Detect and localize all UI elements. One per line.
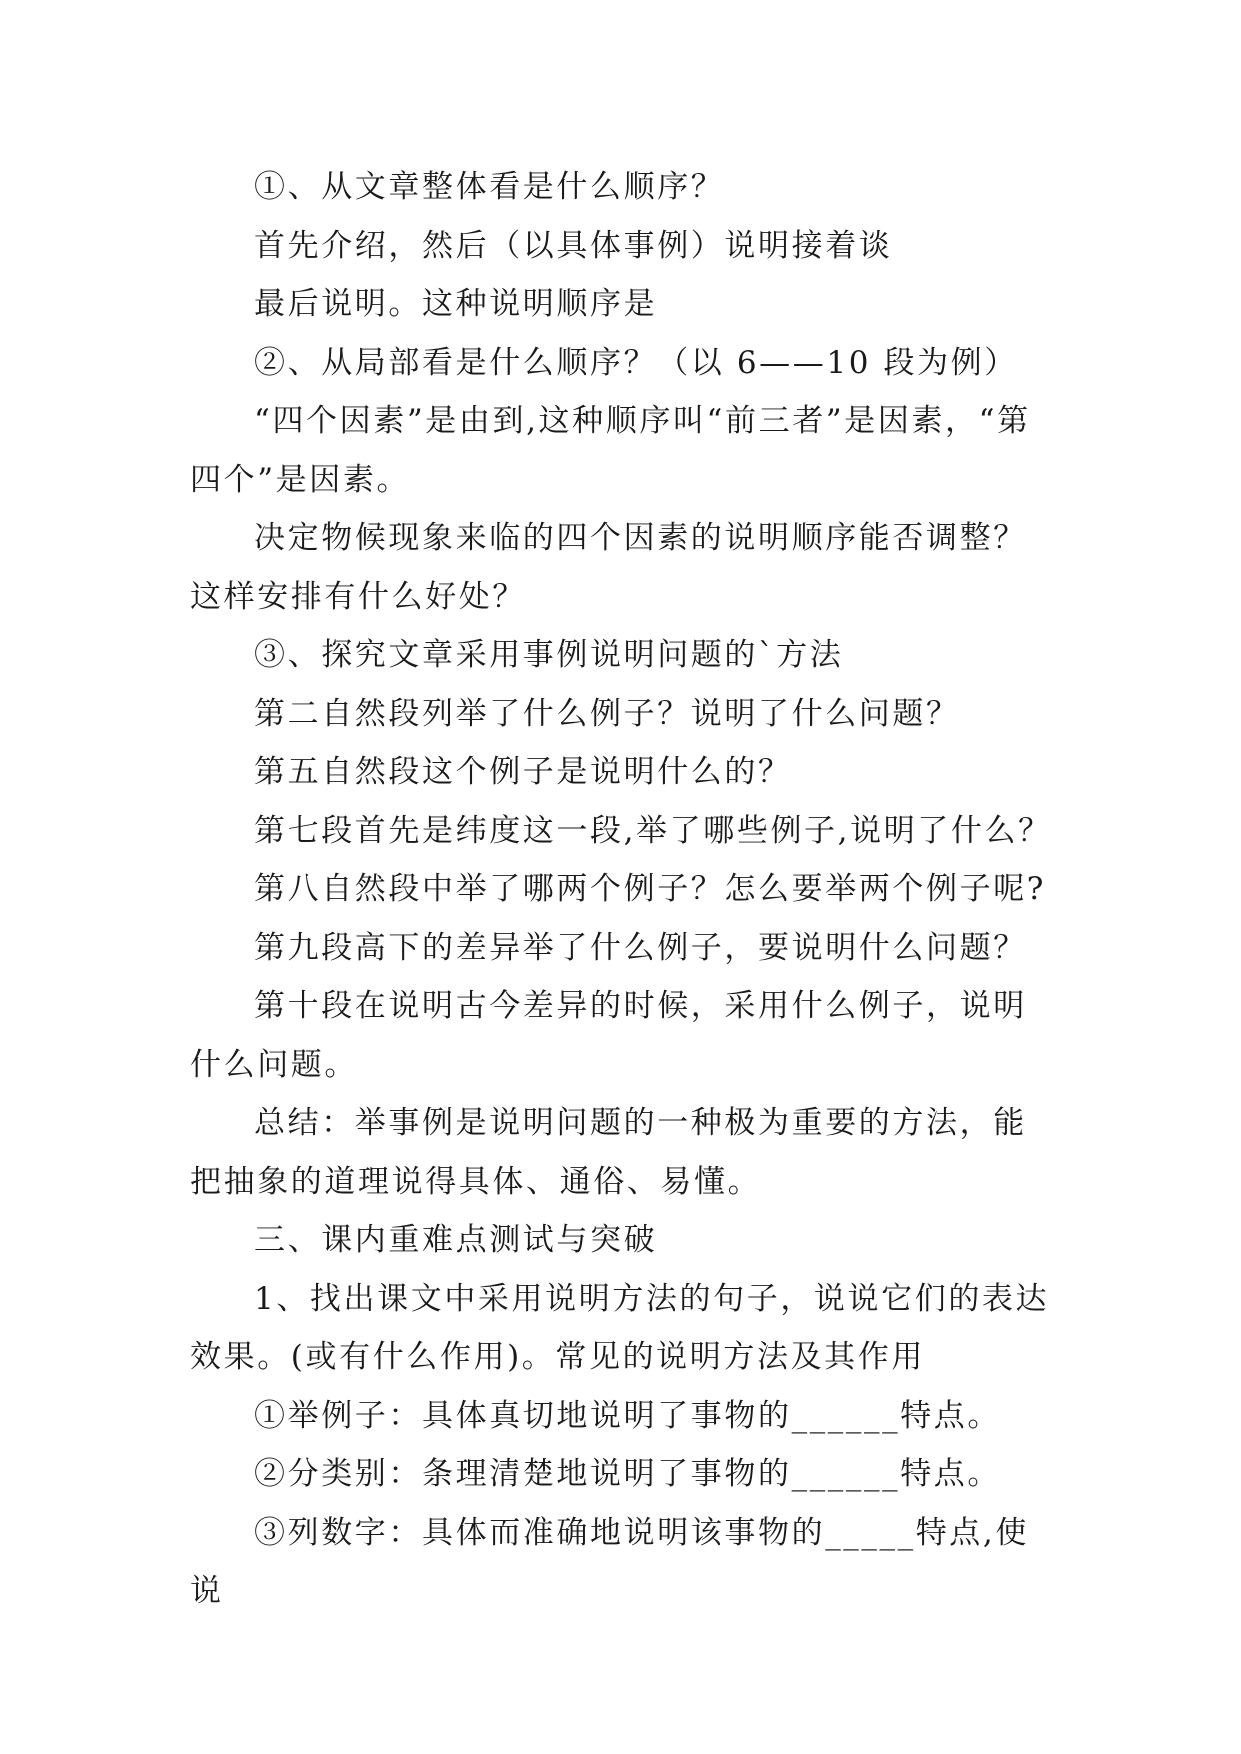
paragraph-ninth-section: 第九段高下的差异举了什么例子，要说明什么问题？ [254, 929, 1027, 966]
section-heading-three: 三、课内重难点测试与突破 [254, 1222, 658, 1258]
paragraph-fifth-section: 第五自然段这个例子是说明什么的？ [254, 754, 792, 790]
paragraph-eighth-section: 第八自然段中举了哪两个例子？怎么要举两个例子呢? [254, 871, 1047, 907]
paragraph-method-classify: ②分类别：条理清楚地说明了事物的______特点。 [254, 1456, 1001, 1492]
paragraph-order-local: ②、从局部看是什么顺序？（以 6——10 段为例） [254, 344, 1018, 381]
paragraph-method-example: ①举例子：具体真切地说明了事物的______特点。 [254, 1397, 1001, 1434]
paragraph-finally-explain: 最后说明。这种说明顺序是 [254, 286, 658, 322]
paragraph-seventh-section: 第七段首先是纬度这一段,举了哪些例子,说明了什么？ [254, 812, 1052, 849]
paragraph-order-adjust-question: 决定物候现象来临的四个因素的说明顺序能否调整？这样安排有什么好处？ [190, 520, 1027, 615]
paragraph-method-numbers: ③列数字：具体而准确地说明该事物的_____特点,使说 [190, 1514, 1029, 1609]
paragraph-order-overall: ①、从文章整体看是什么顺序？ [254, 169, 725, 205]
paragraph-question-one: 1、找出课文中采用说明方法的句子，说说它们的表达效果。(或有什么作用)。常见的说明方法及其作用 [190, 1280, 1050, 1375]
paragraph-tenth-section: 第十段在说明古今差异的时候，采用什么例子，说明什么问题。 [190, 988, 1027, 1083]
paragraph-summary: 总结：举事例是说明问题的一种极为重要的方法，能把抽象的道理说得具体、通俗、易懂。 [190, 1105, 1027, 1200]
paragraph-first-introduce: 首先介绍，然后（以具体事例）说明接着谈 [254, 227, 893, 264]
document-page [190, 158, 1052, 1621]
paragraph-second-section: 第二自然段列举了什么例子？说明了什么问题？ [254, 695, 960, 732]
paragraph-four-factors: “四个因素”是由到,这种顺序叫“前三者”是因素，“第四个”是因素。 [190, 403, 1031, 498]
paragraph-explore-examples: ③、探究文章采用事例说明问题的`方法 [254, 637, 844, 673]
